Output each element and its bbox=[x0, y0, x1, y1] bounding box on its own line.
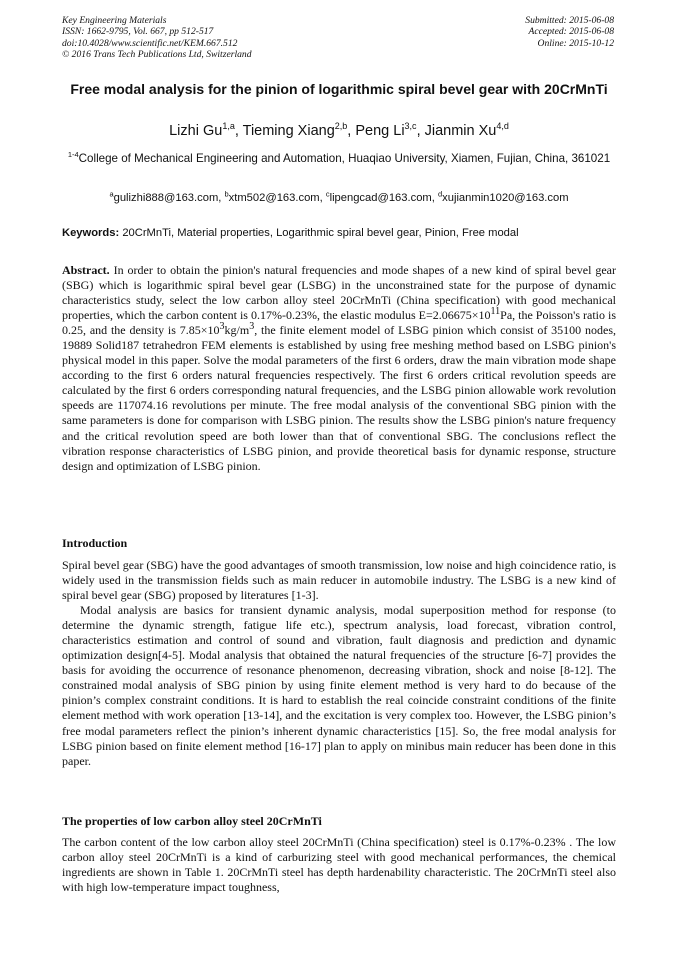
journal-header-left bbox=[62, 15, 252, 61]
abstract-superscript: 3 bbox=[219, 321, 225, 333]
journal-name: Key Engineering Materials bbox=[62, 15, 167, 26]
email-address: xujianmin1020@163.com bbox=[442, 192, 569, 204]
author-affiliation-mark: 4,d bbox=[496, 121, 509, 132]
abstract-text: In order to obtain the pinion's natural frequencies and mode shapes of a new kind of spiral bevel gear (SBG) which is logarithmic spiral bevel gear (LSBG) in the unconstrained state for the purpose of dynamic characteristics study, select the low carbon alloy steel 20CrMnTi (China specification) with good mechanical properties, which the carbon content is 0.17%-0.23%, the elastic modulus E=2.06675×10 bbox=[62, 263, 616, 323]
abstract-text: Pa, the Poisson's ratio is 0.25, and the density is 7.85×10 bbox=[62, 308, 616, 338]
journal-doi: doi:10.4028/www.scientific.net/KEM.667.512 bbox=[62, 37, 238, 49]
accepted-date: Accepted: 2015-06-08 bbox=[528, 26, 614, 38]
author-name: Jianmin Xu bbox=[424, 123, 497, 139]
abstract-superscript: 3 bbox=[249, 321, 255, 333]
author-name: Tieming Xiang bbox=[242, 123, 335, 139]
affiliation-mark: 1-4 bbox=[67, 150, 79, 160]
author-affiliation-mark: 2,b bbox=[334, 121, 348, 132]
affiliation-text: College of Mechanical Engineering and Automation, Huaqiao University, Xiamen, Fujian, China, 361021 bbox=[78, 152, 611, 165]
affiliation bbox=[62, 148, 616, 169]
paragraph: Spiral bevel gear (SBG) have the good advantages of smooth transmission, low noise and high coincidence ratio, is widely used in the transmission fields such as main reducer in automobile industry. The LSBG is a new kind of spiral bevel gear (SBG) proposed by literatures [1-3]. bbox=[62, 558, 616, 603]
abstract-label: Abstract. bbox=[62, 263, 110, 277]
introduction-body bbox=[62, 558, 616, 769]
abstract-text: , the finite element model of LSBG pinion which consist of 35100 nodes, 19889 Solid187 tetrahedron FEM elements is established by using free meshing method based on LSBG pinion's physical model in this paper. Solve the modal parameters of the first 6 orders, draw the main vibration mode shape according to the first 6 orders natural frequencies respectively. The first 6 orders critical revolution speeds are calculated by the first 6 orders corresponding natural frequencies, and the LSBG pinion allowable work revolution speeds are 117074.16 revolutions per minute. The free modal analysis of the conventional SBG pinion with the same parameters is done for comparison with LSBG pinion. The results show the LSBG pinion's nature frequency and the critical revolution speed are both lower than that of conventional SBG. The conclusions reflect the vibration response characteristics of LSBG pinion, and provide theoretical basis for dynamic response, structure design and optimization of LSBG pinion. bbox=[62, 323, 617, 473]
section-heading-properties: The properties of low carbon alloy steel 20CrMnTi bbox=[62, 814, 322, 828]
email-address: gulizhi888@163.com bbox=[113, 192, 219, 204]
properties-body bbox=[62, 835, 616, 895]
email-mark: d bbox=[437, 189, 443, 199]
keywords-text: 20CrMnTi, Material properties, Logarithmic spiral bevel gear, Pinion, Free modal bbox=[122, 227, 519, 239]
author-affiliation-mark: 3,c bbox=[404, 121, 417, 132]
online-date: Online: 2015-10-12 bbox=[537, 37, 614, 49]
email-mark: c bbox=[325, 189, 330, 199]
email-mark: b bbox=[224, 189, 229, 199]
journal-copyright: © 2016 Trans Tech Publications Ltd, Switzerland bbox=[62, 49, 252, 61]
author-list: Lizhi Gu$^{1,a}$, Tieming Xiang$^{2,b}$, Peng Li$^{3,c}$, Jianmin Xu$^{4,d}$ bbox=[169, 121, 509, 139]
abstract-superscript: 11 bbox=[490, 306, 501, 318]
journal-issn: ISSN: 1662-9795, Vol. 667, pp 512-517 bbox=[62, 26, 214, 38]
email-mark: a bbox=[109, 189, 114, 199]
email-list: $^a$gulizhi888@163.com, $^b$xtm502@163.com, $^c$lipengcad@163.com, $^d$xujianmin1020@163.com bbox=[109, 189, 569, 204]
keywords bbox=[62, 226, 616, 240]
journal-header-right bbox=[525, 15, 614, 49]
paragraph: Modal analysis are basics for transient dynamic analysis, modal superposition method for response (to determine the dynamic strength, fatigue life etc.), spectrum analysis, load forecast, vibration control, characteristics estimation and control of sound and vibration, fault diagnosis and prediction and dynamic optimization design[4-5]. Modal analysis that obtained the natural frequencies of the structure [6-7] provides the basis for avoiding the occurrence of resonance phenomenon, decreasing vibration, shock and noise [8-12]. The constrained modal analysis of SBG pinion by using finite element method is very hard to do because of the pinion’s complex constraint conditions. It is hard to establish the real coincide constraint conditions of the finite element method with work operation [13-14], and the excitation is very complex too. However, the LSBG pinion’s free modal parameters reflect the pinion’s inherent dynamic characteristics [15]. So, the free modal analysis for LSBG pinion based on finite element method [16-17] plan to apply on minibus main reducer has been done in this paper. bbox=[62, 603, 616, 768]
keywords-label: Keywords: bbox=[62, 227, 120, 239]
email-address: xtm502@163.com bbox=[228, 192, 320, 204]
email-address: lipengcad@163.com bbox=[329, 192, 432, 204]
abstract bbox=[62, 263, 616, 474]
author-affiliation-mark: 1,a bbox=[222, 121, 235, 132]
paragraph: The carbon content of the low carbon alloy steel 20CrMnTi (China specification) steel is 0.17%-0.23% . The low carbon alloy steel 20CrMnTi is a kind of carburizing steel with good mechanical performances, the chemical ingredients are shown in Table 1. 20CrMnTi steel has depth hardenability characteristic. The 20CrMnTi steel also with high low-temperature impact toughness, bbox=[62, 835, 616, 895]
submitted-date: Submitted: 2015-06-08 bbox=[525, 15, 614, 26]
author-name: Lizhi Gu bbox=[169, 123, 223, 139]
paper-title: Free modal analysis for the pinion of logarithmic spiral bevel gear with 20CrMnTi bbox=[70, 81, 608, 97]
author-name: Peng Li bbox=[355, 123, 405, 139]
section-heading-introduction: Introduction bbox=[62, 536, 128, 550]
abstract-text: kg/m bbox=[224, 323, 250, 338]
